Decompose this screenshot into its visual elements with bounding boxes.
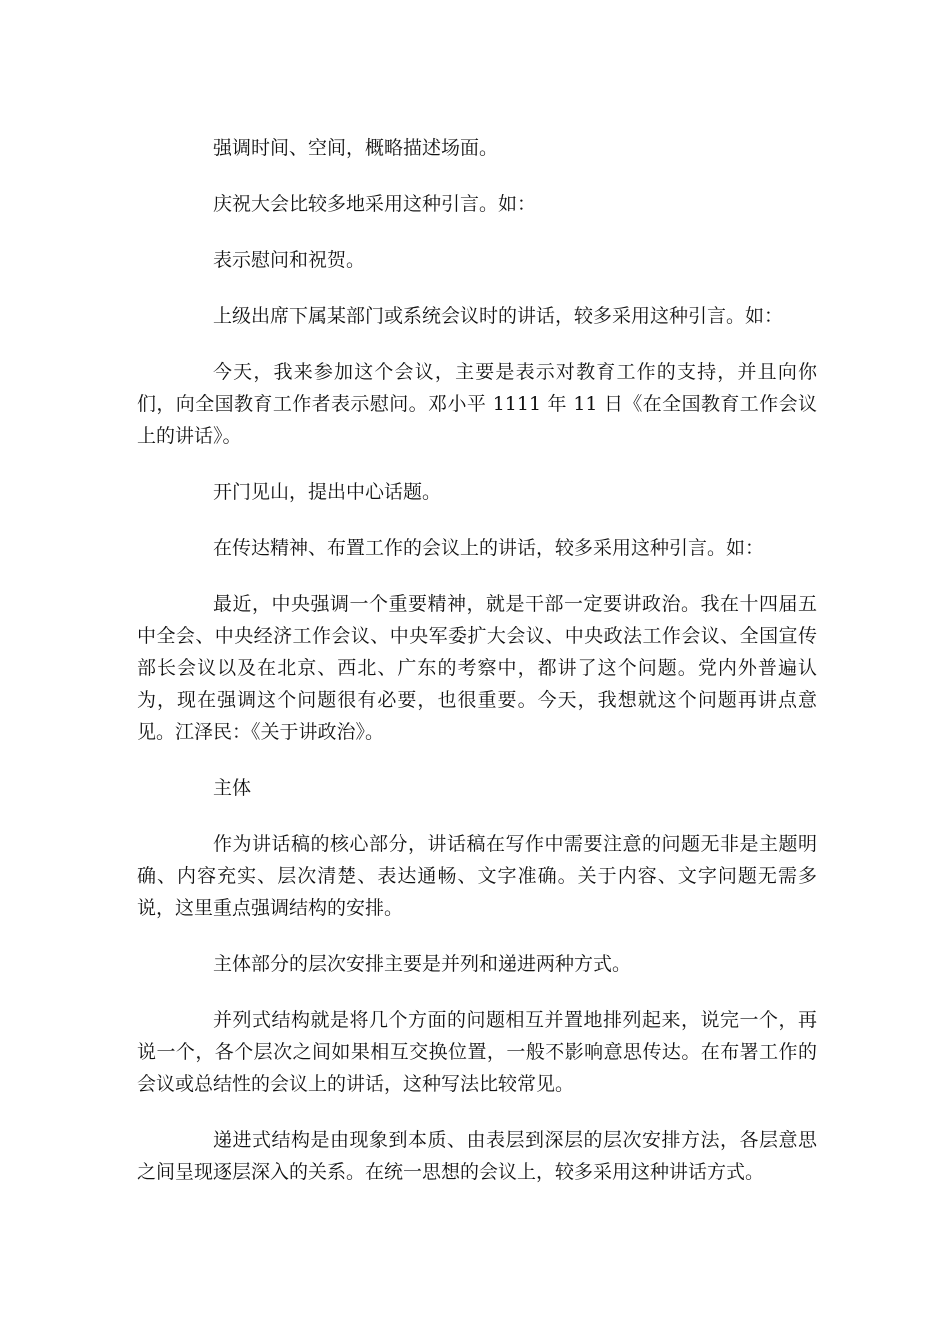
paragraph-progressive-structure: 递进式结构是由现象到本质、由表层到深层的层次安排方法，各层意思之间呈现逐层深入的关系。在统一思想的会议上，较多采用这种讲话方式。 xyxy=(137,1129,817,1183)
paragraph-condolence: 表示慰问和祝贺。 xyxy=(213,249,366,271)
paragraph-intro-time-space: 强调时间、空间，概略描述场面。 xyxy=(213,137,499,159)
paragraph-jiang-quote: 最近，中央强调一个重要精神，就是干部一定要讲政治。我在十四届五中全会、中央经济工作会议、中央军委扩大会议、中央政法工作会议、全国宣传部长会议以及在北京、西北、广东的考察中，都讲了这个问题。党内外普遍认为，现在强调这个问题很有必要，也很重要。今天，我想就这个问题再讲点意见。江泽民：《关于讲政治》。 xyxy=(137,593,817,743)
section-heading-main-body: 主体 xyxy=(213,777,252,799)
paragraph-parallel-structure: 并列式结构就是将几个方面的问题相互并置地排列起来，说完一个，再说一个，各个层次之间如果相互交换位置，一般不影响意思传达。在布署工作的会议或总结性的会议上的讲话，这种写法比较常见。 xyxy=(137,1009,817,1095)
paragraph-two-structures: 主体部分的层次安排主要是并列和递进两种方式。 xyxy=(213,953,632,975)
paragraph-open-topic: 开门见山，提出中心话题。 xyxy=(213,481,442,503)
document-body xyxy=(137,132,817,1212)
paragraph-core-part: 作为讲话稿的核心部分，讲话稿在写作中需要注意的问题无非是主题明确、内容充实、层次清楚、表达通畅、文字准确。关于内容、文字问题无需多说，这里重点强调结构的安排。 xyxy=(137,833,817,919)
paragraph-celebration-note: 庆祝大会比较多地采用这种引言。如： xyxy=(213,193,537,215)
paragraph-convey-spirit: 在传达精神、布置工作的会议上的讲话，较多采用这种引言。如： xyxy=(213,537,765,559)
paragraph-deng-quote: 今天，我来参加这个会议，主要是表示对教育工作的支持，并且向你们，向全国教育工作者表示慰问。邓小平 1111 年 11 日《在全国教育工作会议上的讲话》。 xyxy=(137,361,817,447)
paragraph-superior-meeting: 上级出席下属某部门或系统会议时的讲话，较多采用这种引言。如： xyxy=(213,305,784,327)
